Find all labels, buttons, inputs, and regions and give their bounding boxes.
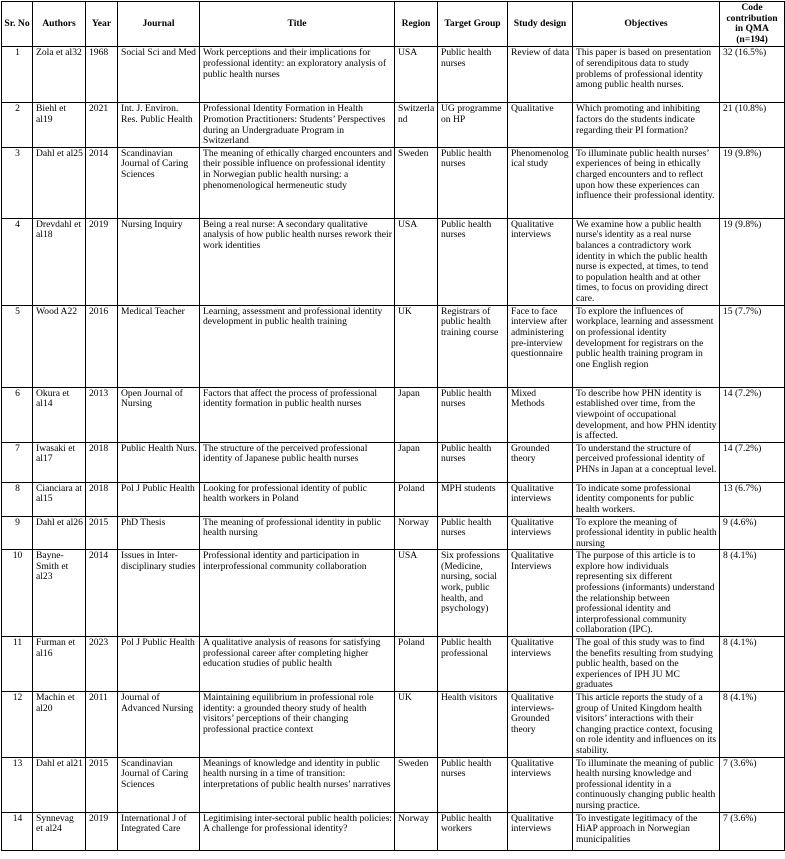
objectives-cell: The purpose of this article is to explore how individuals representing six different professions (informants) understand the relationship between professional identity and interprofessional community collaboration (IPC).	[573, 550, 720, 637]
code-contribution-cell: 14 (7.2%)	[720, 442, 785, 482]
table-row	[2, 550, 785, 637]
code-contribution-cell: 9 (4.6%)	[720, 516, 785, 550]
journal-cell: Open Journal of Nursing	[118, 387, 200, 442]
journal-cell: Scandinavian Journal of Caring Sciences	[118, 147, 200, 218]
year-cell: 2018	[86, 442, 118, 482]
sr-no-cell: 2	[2, 103, 33, 147]
title-cell: Work perceptions and their implications for professional identity: an exploratory analysis of public health nurses	[200, 47, 395, 103]
study-design-cell: Qualitative interviews	[508, 482, 573, 516]
objectives-cell: To describe how PHN identity is established over time, from the viewpoint of occupational development, and how PHN identity is affected.	[573, 387, 720, 442]
header-objectives: Objectives	[573, 2, 720, 47]
table-row	[2, 812, 785, 850]
year-cell: 2015	[86, 516, 118, 550]
authors-cell: Wood A22	[33, 305, 86, 387]
sr-no-cell: 5	[2, 305, 33, 387]
title-cell: Professional Identity Formation in Health Promotion Practitioners: Students’ Perspectives during an Undergraduate Program in Switzerland	[200, 103, 395, 147]
target-group-cell: Public health nurses	[438, 516, 508, 550]
region-cell: Switzerland	[395, 103, 438, 147]
year-cell: 2021	[86, 103, 118, 147]
code-contribution-cell: 13 (6.7%)	[720, 482, 785, 516]
table-row	[2, 47, 785, 103]
table-row	[2, 516, 785, 550]
code-contribution-cell: 19 (9.8%)	[720, 147, 785, 218]
code-contribution-cell: 8 (4.1%)	[720, 637, 785, 692]
target-group-cell: Public health nurses	[438, 387, 508, 442]
journal-cell: Int. J. Environ. Res. Public Health	[118, 103, 200, 147]
journal-cell: Pol J Public Health	[118, 637, 200, 692]
authors-cell: Furman et al16	[33, 637, 86, 692]
sr-no-cell: 12	[2, 692, 33, 758]
header-study-design: Study design	[508, 2, 573, 47]
region-cell: USA	[395, 550, 438, 637]
study-design-cell: Qualitative interviews	[508, 757, 573, 812]
region-cell: Japan	[395, 387, 438, 442]
journal-cell: Social Sci and Med	[118, 47, 200, 103]
authors-cell: Cianciara at al15	[33, 482, 86, 516]
sr-no-cell: 9	[2, 516, 33, 550]
study-design-cell: Qualitative	[508, 103, 573, 147]
authors-cell: Machin et al20	[33, 692, 86, 758]
sr-no-cell: 14	[2, 812, 33, 850]
authors-cell: Biehl et al19	[33, 103, 86, 147]
sr-no-cell: 7	[2, 442, 33, 482]
header-title: Title	[200, 2, 395, 47]
year-cell: 2023	[86, 637, 118, 692]
title-cell: Factors that affect the process of professional identity formation in public health nurses	[200, 387, 395, 442]
objectives-cell: To investigate legitimacy of the HiAP approach in Norwegian municipalities	[573, 812, 720, 850]
objectives-cell: This article reports the study of a group of United Kingdom health visitors’ interactions with their changing practice context, focusing on role identity and influences on its stability.	[573, 692, 720, 758]
objectives-cell: To explore the influences of workplace, learning and assessment on professional identity development for registrars on the public health training program in one English region	[573, 305, 720, 387]
title-cell: Meanings of knowledge and identity in public health nursing in a time of transition: interpretations of public health nurses’ narratives	[200, 757, 395, 812]
studies-table	[1, 1, 785, 851]
sr-no-cell: 11	[2, 637, 33, 692]
year-cell: 2011	[86, 692, 118, 758]
header-journal: Journal	[118, 2, 200, 47]
region-cell: UK	[395, 692, 438, 758]
code-contribution-cell: 21 (10.8%)	[720, 103, 785, 147]
table-row	[2, 387, 785, 442]
journal-cell: PhD Thesis	[118, 516, 200, 550]
table-row	[2, 482, 785, 516]
objectives-cell: The goal of this study was to find the benefits resulting from studying public health, based on the experiences of IPH JU MC graduates	[573, 637, 720, 692]
code-contribution-cell: 8 (4.1%)	[720, 692, 785, 758]
authors-cell: Okura et al14	[33, 387, 86, 442]
table-row	[2, 147, 785, 218]
table-row	[2, 218, 785, 305]
region-cell: Sweden	[395, 757, 438, 812]
sr-no-cell: 6	[2, 387, 33, 442]
target-group-cell: Public health workers	[438, 812, 508, 850]
authors-cell: Zola et al32	[33, 47, 86, 103]
study-design-cell: Qualitative interviews	[508, 637, 573, 692]
region-cell: Japan	[395, 442, 438, 482]
study-design-cell: Qualitative interviews- Grounded theory	[508, 692, 573, 758]
sr-no-cell: 8	[2, 482, 33, 516]
year-cell: 2015	[86, 757, 118, 812]
target-group-cell: UG programme on HP	[438, 103, 508, 147]
authors-cell: Synnevag et al24	[33, 812, 86, 850]
title-cell: The meaning of professional identity in public health nursing	[200, 516, 395, 550]
region-cell: Norway	[395, 516, 438, 550]
header-target-group: Target Group	[438, 2, 508, 47]
study-design-cell: Face to face interview after administering pre-interview questionnaire	[508, 305, 573, 387]
table-row	[2, 757, 785, 812]
region-cell: USA	[395, 47, 438, 103]
title-cell: Looking for professional identity of public health workers in Poland	[200, 482, 395, 516]
study-design-cell: Qualitative Interviews	[508, 550, 573, 637]
authors-cell: Drevdahl et al18	[33, 218, 86, 305]
target-group-cell: Public health nurses	[438, 147, 508, 218]
header-code-contribution: Code contribution in QMA (n=194)	[720, 2, 785, 47]
title-cell: Learning, assessment and professional identity development in public health training	[200, 305, 395, 387]
target-group-cell: Health visitors	[438, 692, 508, 758]
target-group-cell: Public health nurses	[438, 757, 508, 812]
table-row	[2, 103, 785, 147]
region-cell: Poland	[395, 482, 438, 516]
study-design-cell: Phenomenological study	[508, 147, 573, 218]
region-cell: Poland	[395, 637, 438, 692]
target-group-cell: Public health nurses	[438, 218, 508, 305]
authors-cell: Dahl et al26	[33, 516, 86, 550]
title-cell: Professional identity and participation in interprofessional community collaboration	[200, 550, 395, 637]
target-group-cell: Registrars of public health training course	[438, 305, 508, 387]
study-design-cell: Grounded theory	[508, 442, 573, 482]
sr-no-cell: 13	[2, 757, 33, 812]
code-contribution-cell: 32 (16.5%)	[720, 47, 785, 103]
table-row	[2, 692, 785, 758]
sr-no-cell: 1	[2, 47, 33, 103]
journal-cell: Scandinavian Journal of Caring Sciences	[118, 757, 200, 812]
objectives-cell: To understand the structure of perceived professional identity of PHNs in Japan at a conceptual level.	[573, 442, 720, 482]
year-cell: 2014	[86, 550, 118, 637]
code-contribution-cell: 7 (3.6%)	[720, 812, 785, 850]
year-cell: 2014	[86, 147, 118, 218]
header-year: Year	[86, 2, 118, 47]
table-row	[2, 637, 785, 692]
target-group-cell: MPH students	[438, 482, 508, 516]
objectives-cell: Which promoting and inhibiting factors do the students indicate regarding their PI formation?	[573, 103, 720, 147]
objectives-cell: To explore the meaning of professional identity in public health nursing	[573, 516, 720, 550]
header-row	[2, 2, 785, 47]
title-cell: Maintaining equilibrium in professional role identity: a grounded theory study of health visitors’ perceptions of their changing professional practice context	[200, 692, 395, 758]
title-cell: A qualitative analysis of reasons for satisfying professional career after completing higher education studies of public health	[200, 637, 395, 692]
objectives-cell: We examine how a public health nurse's identity as a real nurse balances a contradictory work identity in which the public health nurse is expected, at times, to tend to population health and at other times, to focus on providing direct care.	[573, 218, 720, 305]
objectives-cell: This paper is based on presentation of serendipitous data to study problems of professional identity among public health nurses.	[573, 47, 720, 103]
code-contribution-cell: 7 (3.6%)	[720, 757, 785, 812]
authors-cell: Bayne-Smith et al23	[33, 550, 86, 637]
journal-cell: Medical Teacher	[118, 305, 200, 387]
study-design-cell: Qualitative interviews	[508, 218, 573, 305]
journal-cell: Issues in Inter-disciplinary studies	[118, 550, 200, 637]
header-sr-no: Sr. No	[2, 2, 33, 47]
title-cell: Legitimising inter-sectoral public health policies: A challenge for professional identity?	[200, 812, 395, 850]
code-contribution-cell: 14 (7.2%)	[720, 387, 785, 442]
objectives-cell: To indicate some professional identity components for public health workers.	[573, 482, 720, 516]
title-cell: Being a real nurse: A secondary qualitative analysis of how public health nurses rework their work identities	[200, 218, 395, 305]
header-region: Region	[395, 2, 438, 47]
authors-cell: Dahl et al21	[33, 757, 86, 812]
sr-no-cell: 10	[2, 550, 33, 637]
objectives-cell: To illuminate the meaning of public health nursing knowledge and professional identity in a continuously changing public health nursing practice.	[573, 757, 720, 812]
sr-no-cell: 4	[2, 218, 33, 305]
year-cell: 2019	[86, 812, 118, 850]
authors-cell: Dahl et al25	[33, 147, 86, 218]
header-authors: Authors	[33, 2, 86, 47]
study-design-cell: Mixed Methods	[508, 387, 573, 442]
study-design-cell: Qualitative interviews	[508, 812, 573, 850]
journal-cell: Journal of Advanced Nursing	[118, 692, 200, 758]
journal-cell: Public Health Nurs.	[118, 442, 200, 482]
table-body	[2, 47, 785, 850]
target-group-cell: Six professions (Medicine, nursing, social work, public health, and psychology)	[438, 550, 508, 637]
journal-cell: Nursing Inquiry	[118, 218, 200, 305]
table-row	[2, 305, 785, 387]
journal-cell: International J of Integrated Care	[118, 812, 200, 850]
year-cell: 2018	[86, 482, 118, 516]
title-cell: The meaning of ethically charged encounters and their possible influence on professional identity in Norwegian public health nursing: a phenomenological hermeneutic study	[200, 147, 395, 218]
objectives-cell: To illuminate public health nurses’ experiences of being in ethically charged encounters and to reflect upon how these experiences can influence their professional identity.	[573, 147, 720, 218]
sr-no-cell: 3	[2, 147, 33, 218]
year-cell: 1968	[86, 47, 118, 103]
region-cell: Norway	[395, 812, 438, 850]
title-cell: The structure of the perceived professional identity of Japanese public health nurses	[200, 442, 395, 482]
study-design-cell: Qualitative interviews	[508, 516, 573, 550]
code-contribution-cell: 19 (9.8%)	[720, 218, 785, 305]
code-contribution-cell: 8 (4.1%)	[720, 550, 785, 637]
year-cell: 2016	[86, 305, 118, 387]
code-contribution-cell: 15 (7.7%)	[720, 305, 785, 387]
year-cell: 2013	[86, 387, 118, 442]
region-cell: USA	[395, 218, 438, 305]
target-group-cell: Public health nurses	[438, 442, 508, 482]
region-cell: UK	[395, 305, 438, 387]
study-design-cell: Review of data	[508, 47, 573, 103]
journal-cell: Pol J Public Health	[118, 482, 200, 516]
table-row	[2, 442, 785, 482]
year-cell: 2019	[86, 218, 118, 305]
authors-cell: Iwasaki et al17	[33, 442, 86, 482]
target-group-cell: Public health professional	[438, 637, 508, 692]
target-group-cell: Public health nurses	[438, 47, 508, 103]
region-cell: Sweden	[395, 147, 438, 218]
